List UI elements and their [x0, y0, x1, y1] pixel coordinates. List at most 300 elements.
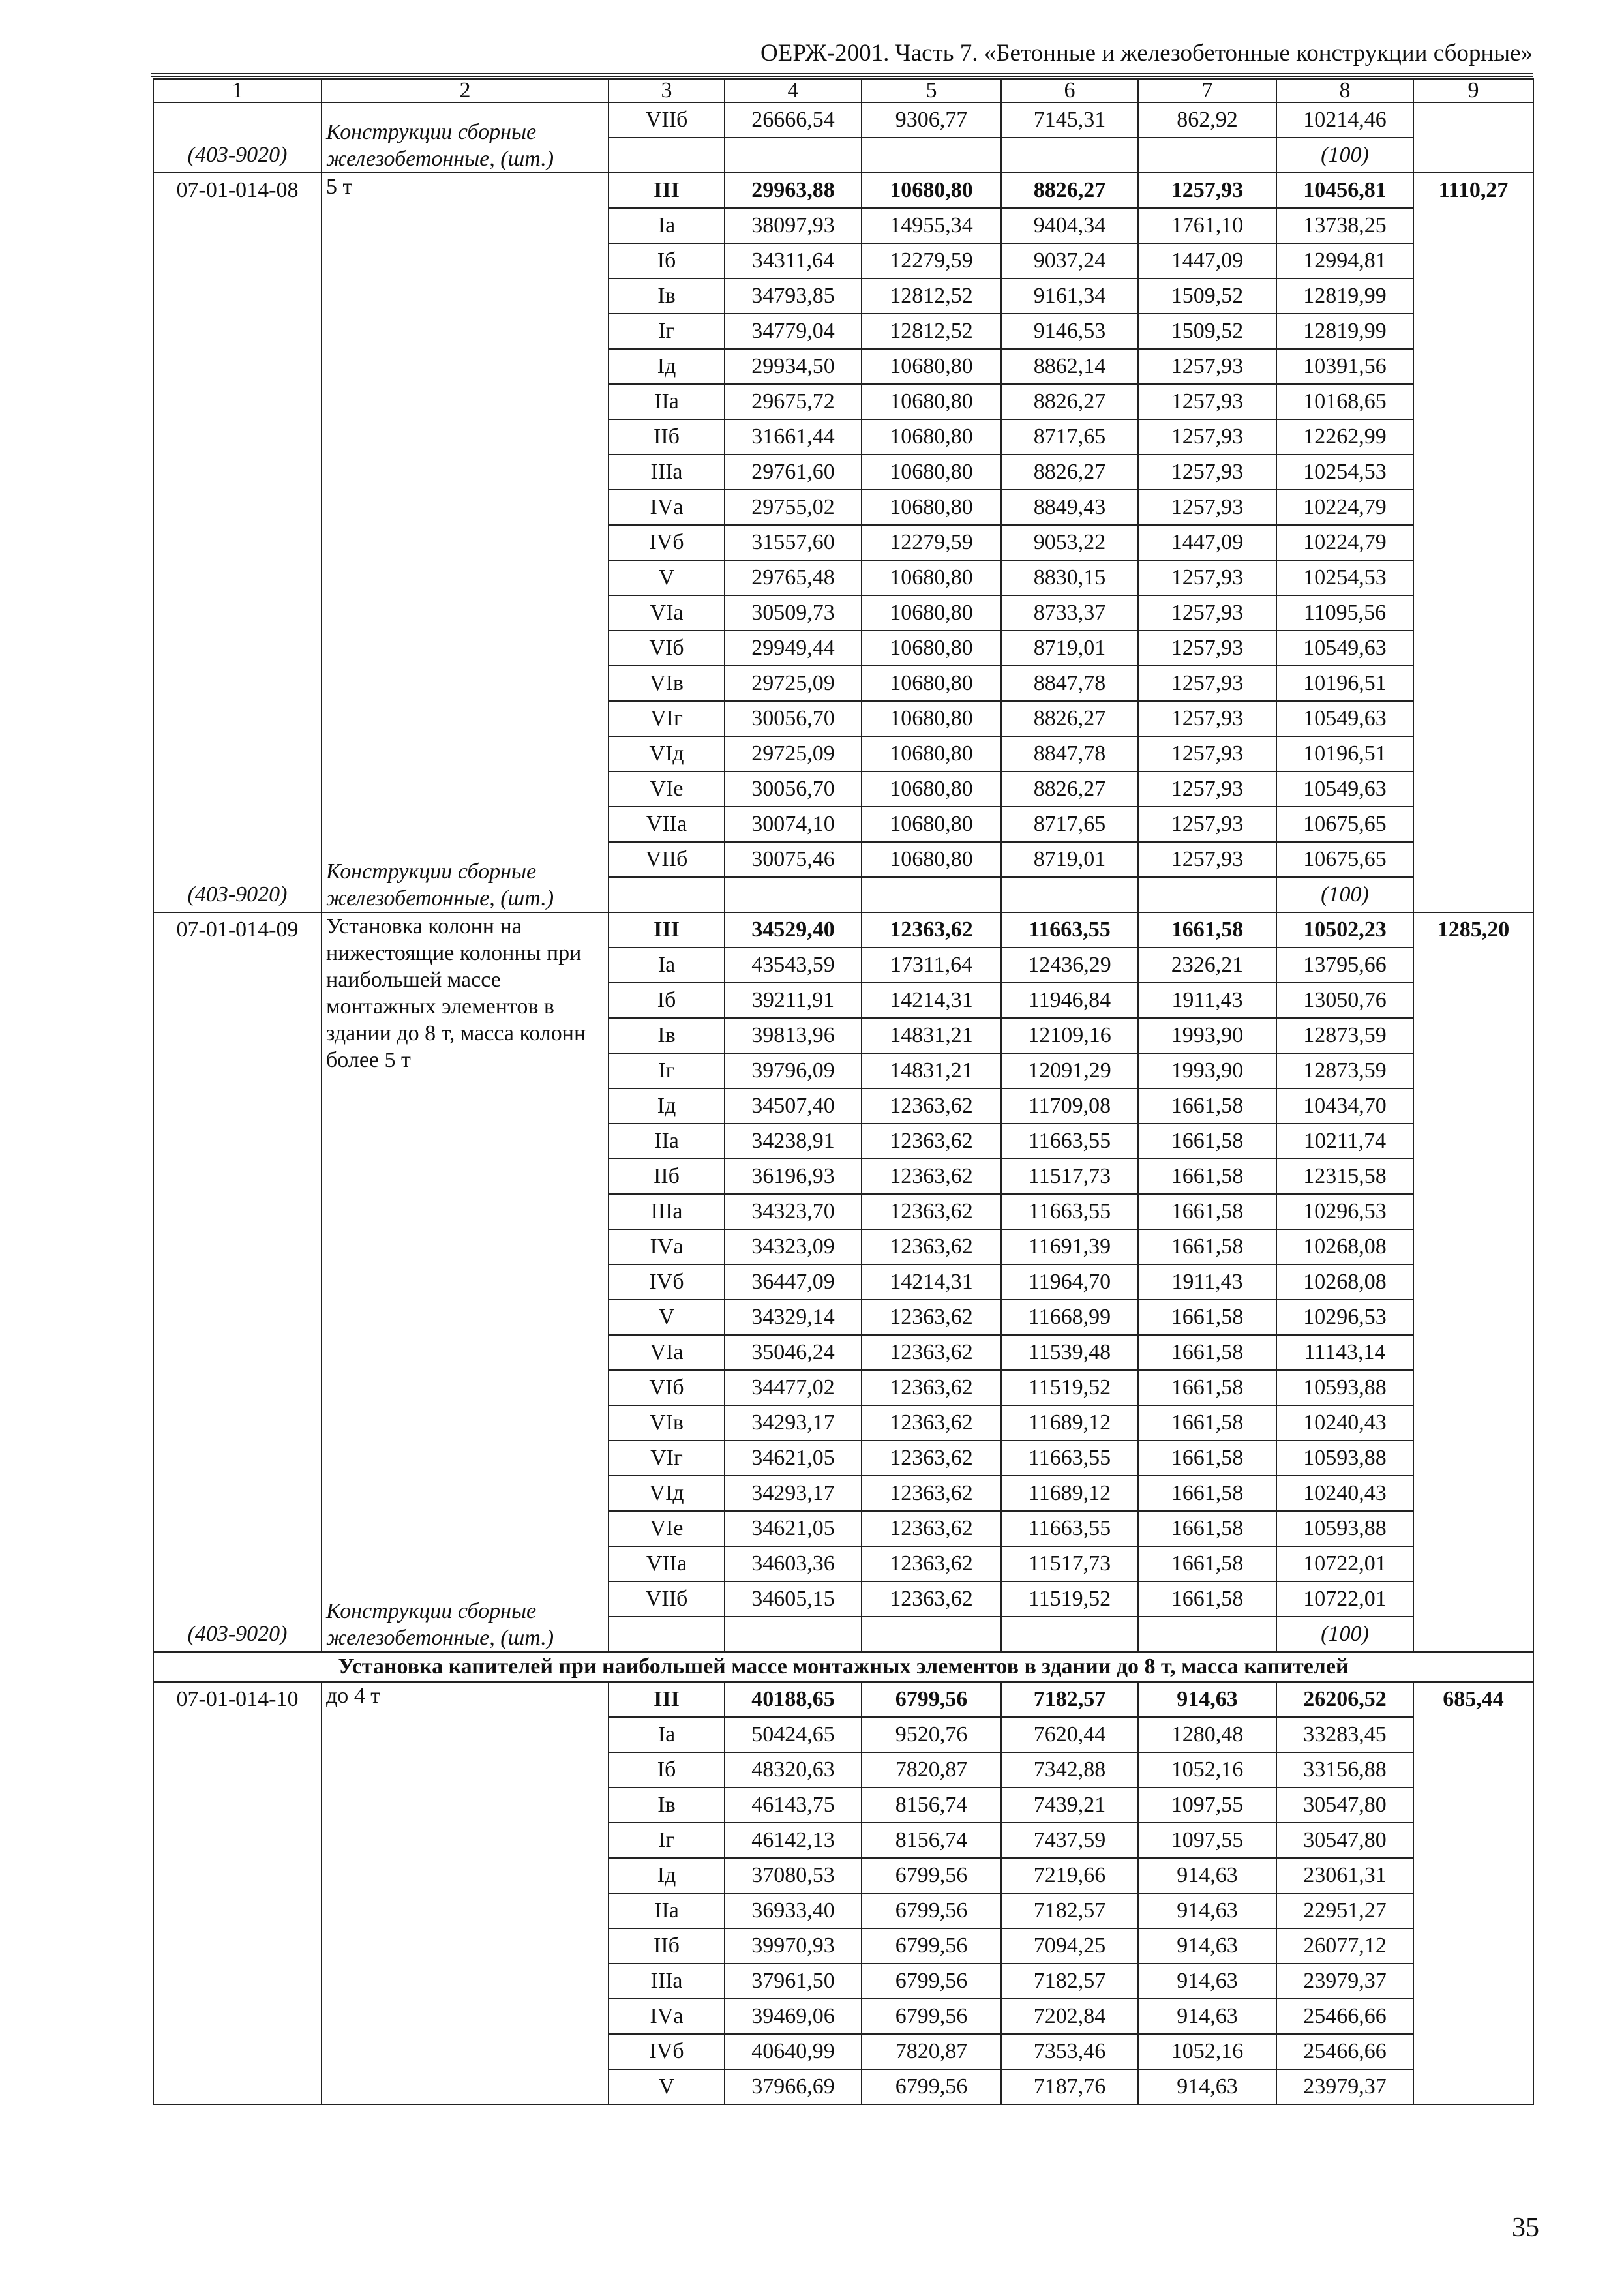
item-description: до 4 т [326, 1684, 381, 1708]
column-number: 7 [1138, 79, 1276, 102]
value-cell: 6799,56 [862, 2069, 1001, 2104]
empty-cell [725, 1617, 862, 1652]
value-cell: 8733,37 [1001, 595, 1138, 631]
value-cell: 40640,99 [725, 2034, 862, 2069]
value-cell: 6799,56 [862, 1964, 1001, 1999]
value-cell: VIг [609, 1441, 725, 1476]
value-cell: 10224,79 [1276, 525, 1413, 560]
value-cell: 12994,81 [1276, 243, 1413, 278]
value-cell: 34311,64 [725, 243, 862, 278]
value-cell: 9404,34 [1001, 208, 1138, 243]
value-cell: 34329,14 [725, 1300, 862, 1335]
value-cell: 37080,53 [725, 1858, 862, 1893]
value-cell: VIв [609, 1405, 725, 1441]
value-cell: 12363,62 [862, 1476, 1001, 1511]
value-cell: 10680,80 [862, 701, 1001, 736]
value-cell: 39211,91 [725, 983, 862, 1018]
value-cell: 25466,66 [1276, 2034, 1413, 2069]
value-cell: 1257,93 [1138, 807, 1276, 842]
value-cell: IIб [609, 419, 725, 455]
value-cell: 26206,52 [1276, 1682, 1413, 1717]
empty-cell [609, 877, 725, 912]
value-cell: IIIа [609, 1194, 725, 1229]
value-cell: 11691,39 [1001, 1229, 1138, 1264]
value-cell: 7182,57 [1001, 1682, 1138, 1717]
value-cell: 10680,80 [862, 455, 1001, 490]
value-cell: 34477,02 [725, 1370, 862, 1405]
value-cell: 46142,13 [725, 1823, 862, 1858]
column-number: 8 [1276, 79, 1413, 102]
value-cell: 29755,02 [725, 490, 862, 525]
value-cell: 10675,65 [1276, 807, 1413, 842]
value-cell: 1661,58 [1138, 1229, 1276, 1264]
empty-cell [725, 138, 862, 173]
value-cell: 29949,44 [725, 631, 862, 666]
value-cell: VIIб [609, 1581, 725, 1617]
value-cell: 914,63 [1138, 2069, 1276, 2104]
value-cell: Iа [609, 208, 725, 243]
value-cell: 12363,62 [862, 1546, 1001, 1581]
value-cell: 10296,53 [1276, 1300, 1413, 1335]
column-number: 1 [153, 79, 322, 102]
empty-cell [153, 102, 322, 173]
value-cell: 30074,10 [725, 807, 862, 842]
value-cell: 26666,54 [725, 102, 862, 138]
code-cell-inner [154, 913, 321, 1651]
empty-cell [1001, 1617, 1138, 1652]
value-cell: IIб [609, 1159, 725, 1194]
column-number: 9 [1413, 79, 1533, 102]
value-cell: 10680,80 [862, 384, 1001, 419]
value-cell: 1661,58 [1138, 1088, 1276, 1124]
value-cell: 11946,84 [1001, 983, 1138, 1018]
value-cell: 34793,85 [725, 278, 862, 314]
value-cell: 12363,62 [862, 912, 1001, 948]
value-cell: 39970,93 [725, 1928, 862, 1964]
value-cell: 12363,62 [862, 1194, 1001, 1229]
value-cell: 7219,66 [1001, 1858, 1138, 1893]
value-cell: 1509,52 [1138, 278, 1276, 314]
value-cell: 8849,43 [1001, 490, 1138, 525]
description-inner [322, 1683, 608, 2104]
value-cell: 12315,58 [1276, 1159, 1413, 1194]
value-cell: 11663,55 [1001, 1194, 1138, 1229]
value-cell: 30056,70 [725, 771, 862, 807]
value-cell: 12091,29 [1001, 1053, 1138, 1088]
value-cell: 34621,05 [725, 1511, 862, 1546]
value-cell: 8826,27 [1001, 384, 1138, 419]
code-cell [153, 912, 322, 1652]
value-cell: 1993,90 [1138, 1018, 1276, 1053]
value-cell: V [609, 2069, 725, 2104]
value-cell: Iб [609, 1752, 725, 1788]
empty-cell [1138, 877, 1276, 912]
empty-cell [1001, 877, 1138, 912]
value-cell: 9161,34 [1001, 278, 1138, 314]
value-cell: IVа [609, 490, 725, 525]
value-cell: 23979,37 [1276, 2069, 1413, 2104]
value-cell: 33283,45 [1276, 1717, 1413, 1752]
value-cell: IIа [609, 1124, 725, 1159]
value-cell: 37966,69 [725, 2069, 862, 2104]
value-cell: 12363,62 [862, 1581, 1001, 1617]
value-cell: 1257,93 [1138, 455, 1276, 490]
value-cell: 1761,10 [1138, 208, 1276, 243]
empty-cell [322, 102, 609, 173]
value-cell: 38097,93 [725, 208, 862, 243]
value-cell: 1661,58 [1138, 1159, 1276, 1194]
item-code: 07-01-014-09 [176, 918, 299, 942]
value-cell: 34323,09 [725, 1229, 862, 1264]
value-cell: 40188,65 [725, 1682, 862, 1717]
value-cell: VIд [609, 1476, 725, 1511]
column-number: 6 [1001, 79, 1138, 102]
value-cell: 7342,88 [1001, 1752, 1138, 1788]
value-cell: 31557,60 [725, 525, 862, 560]
value-cell: 34293,17 [725, 1476, 862, 1511]
value-cell: 30547,80 [1276, 1788, 1413, 1823]
value-cell: 10593,88 [1276, 1370, 1413, 1405]
value-cell: 10680,80 [862, 595, 1001, 631]
value-cell: VIIб [609, 102, 725, 138]
table-row [153, 173, 1533, 208]
code-cell [153, 173, 322, 912]
item-code: 07-01-014-08 [176, 178, 299, 202]
value-cell: Iв [609, 278, 725, 314]
value-cell: 25466,66 [1276, 1999, 1413, 2034]
value-cell: 7094,25 [1001, 1928, 1138, 1964]
value-cell: VIIа [609, 807, 725, 842]
value-cell: 1257,93 [1138, 419, 1276, 455]
value-cell: 23061,31 [1276, 1858, 1413, 1893]
value-cell: 10224,79 [1276, 490, 1413, 525]
value-cell: 10434,70 [1276, 1088, 1413, 1124]
value-cell: 29765,48 [725, 560, 862, 595]
value-cell: Iд [609, 1858, 725, 1893]
col9-cell: 1110,27 [1413, 173, 1533, 912]
value-cell: 914,63 [1138, 1964, 1276, 1999]
empty-cell [1413, 102, 1533, 173]
value-cell: 10680,80 [862, 419, 1001, 455]
col9-cell: 685,44 [1413, 1682, 1533, 2104]
value-cell: 6799,56 [862, 1999, 1001, 2034]
value-cell: 13050,76 [1276, 983, 1413, 1018]
value-cell: 10722,01 [1276, 1546, 1413, 1581]
value-cell: 7202,84 [1001, 1999, 1138, 2034]
value-cell: III [609, 173, 725, 208]
value-cell: 10254,53 [1276, 455, 1413, 490]
code-cell [153, 1682, 322, 2104]
value-cell: 9053,22 [1001, 525, 1138, 560]
value-cell: 12873,59 [1276, 1053, 1413, 1088]
code-cell-inner [154, 1683, 321, 2104]
value-cell: Iа [609, 948, 725, 983]
value-cell: 12279,59 [862, 243, 1001, 278]
value-cell: Iа [609, 1717, 725, 1752]
value-cell: 33156,88 [1276, 1752, 1413, 1788]
value-cell: 10296,53 [1276, 1194, 1413, 1229]
value-cell: 12109,16 [1001, 1018, 1138, 1053]
value-cell: 10268,08 [1276, 1264, 1413, 1300]
value-cell: IVб [609, 1264, 725, 1300]
value-cell: 10549,63 [1276, 701, 1413, 736]
value-cell: 11663,55 [1001, 1124, 1138, 1159]
value-cell: 30075,46 [725, 842, 862, 877]
value-cell: 1911,43 [1138, 983, 1276, 1018]
value-cell: 1509,52 [1138, 314, 1276, 349]
value-cell: IIа [609, 1893, 725, 1928]
value-cell: 12873,59 [1276, 1018, 1413, 1053]
value-cell: Iв [609, 1788, 725, 1823]
value-cell: 1447,09 [1138, 525, 1276, 560]
value-cell: 13738,25 [1276, 208, 1413, 243]
footnote-quantity: (100) [1276, 877, 1413, 912]
value-cell: 10549,63 [1276, 771, 1413, 807]
value-cell: 11709,08 [1001, 1088, 1138, 1124]
value-cell: 11095,56 [1276, 595, 1413, 631]
value-cell: 39813,96 [725, 1018, 862, 1053]
value-cell: 10196,51 [1276, 666, 1413, 701]
item-description: Установка колонн на нижестоящие колонны при наибольшей массе монтажных элементов в здании до 8 т, масса колонн более 5 т [326, 914, 586, 1072]
value-cell: VIд [609, 736, 725, 771]
value-cell: 1257,93 [1138, 490, 1276, 525]
value-cell: 1257,93 [1138, 701, 1276, 736]
value-cell: 12363,62 [862, 1405, 1001, 1441]
value-cell: Iд [609, 1088, 725, 1124]
header-rule-thin [151, 76, 1533, 77]
value-cell: 8826,27 [1001, 173, 1138, 208]
value-cell: 17311,64 [862, 948, 1001, 983]
value-cell: 12819,99 [1276, 278, 1413, 314]
value-cell: 1661,58 [1138, 1194, 1276, 1229]
value-cell: 7182,57 [1001, 1893, 1138, 1928]
value-cell: 10268,08 [1276, 1229, 1413, 1264]
value-cell: 1257,93 [1138, 173, 1276, 208]
value-cell: 1257,93 [1138, 666, 1276, 701]
value-cell: 12812,52 [862, 314, 1001, 349]
value-cell: 9306,77 [862, 102, 1001, 138]
column-number: 4 [725, 79, 862, 102]
empty-cell [1138, 1617, 1276, 1652]
value-cell: 7187,76 [1001, 2069, 1138, 2104]
value-cell: 14831,21 [862, 1018, 1001, 1053]
value-cell: 29934,50 [725, 349, 862, 384]
description-cell [322, 912, 609, 1652]
item-code: 07-01-014-10 [176, 1687, 299, 1711]
value-cell: 10680,80 [862, 666, 1001, 701]
value-cell: 1257,93 [1138, 771, 1276, 807]
value-cell: 34507,40 [725, 1088, 862, 1124]
value-cell: 12363,62 [862, 1441, 1001, 1476]
value-cell: 29761,60 [725, 455, 862, 490]
value-cell: 1661,58 [1138, 1370, 1276, 1405]
value-cell: 36447,09 [725, 1264, 862, 1300]
value-cell: 11517,73 [1001, 1546, 1138, 1581]
value-cell: 1661,58 [1138, 1581, 1276, 1617]
value-cell: Iд [609, 349, 725, 384]
value-cell: 10680,80 [862, 631, 1001, 666]
page-header-title: ОЕРЖ-2001. Часть 7. «Бетонные и железобетонные конструкции сборные» [760, 40, 1533, 67]
value-cell: VIв [609, 666, 725, 701]
value-cell: 10675,65 [1276, 842, 1413, 877]
value-cell: 34293,17 [725, 1405, 862, 1441]
value-cell: 34603,36 [725, 1546, 862, 1581]
value-cell: 914,63 [1138, 1893, 1276, 1928]
table-row [153, 102, 1533, 138]
value-cell: 12363,62 [862, 1370, 1001, 1405]
value-cell: 862,92 [1138, 102, 1276, 138]
value-cell: 39469,06 [725, 1999, 862, 2034]
value-cell: 1052,16 [1138, 2034, 1276, 2069]
value-cell: 1911,43 [1138, 1264, 1276, 1300]
column-number: 3 [609, 79, 725, 102]
value-cell: 914,63 [1138, 1999, 1276, 2034]
section-row [153, 1652, 1533, 1682]
value-cell: 1661,58 [1138, 1300, 1276, 1335]
value-cell: V [609, 1300, 725, 1335]
value-cell: 914,63 [1138, 1928, 1276, 1964]
value-cell: 12363,62 [862, 1300, 1001, 1335]
value-cell: 12363,62 [862, 1088, 1001, 1124]
value-cell: 10680,80 [862, 842, 1001, 877]
value-cell: V [609, 560, 725, 595]
value-cell: 9146,53 [1001, 314, 1138, 349]
section-title: Установка капителей при наибольшей массе монтажных элементов в здании до 8 т, масса капителей [153, 1652, 1533, 1682]
value-cell: 8156,74 [862, 1788, 1001, 1823]
value-cell: 1993,90 [1138, 1053, 1276, 1088]
value-cell: 10722,01 [1276, 1581, 1413, 1617]
value-cell: 11663,55 [1001, 912, 1138, 948]
description-inner [322, 913, 608, 1651]
value-cell: 1447,09 [1138, 243, 1276, 278]
value-cell: 22951,27 [1276, 1893, 1413, 1928]
value-cell: 1661,58 [1138, 1405, 1276, 1441]
value-cell: 34605,15 [725, 1581, 862, 1617]
value-cell: 8719,01 [1001, 631, 1138, 666]
value-cell: 14831,21 [862, 1053, 1001, 1088]
value-cell: 1280,48 [1138, 1717, 1276, 1752]
value-cell: 10502,23 [1276, 912, 1413, 948]
value-cell: 43543,59 [725, 948, 862, 983]
value-cell: IVб [609, 2034, 725, 2069]
value-cell: 10549,63 [1276, 631, 1413, 666]
value-cell: 10254,53 [1276, 560, 1413, 595]
value-cell: 36933,40 [725, 1893, 862, 1928]
code-cell-inner [154, 173, 321, 912]
value-cell: 8826,27 [1001, 771, 1138, 807]
value-cell: 12436,29 [1001, 948, 1138, 983]
value-cell: 11689,12 [1001, 1476, 1138, 1511]
value-cell: 29725,09 [725, 736, 862, 771]
value-cell: 14214,31 [862, 983, 1001, 1018]
value-cell: 1257,93 [1138, 560, 1276, 595]
value-cell: 10593,88 [1276, 1441, 1413, 1476]
value-cell: 8719,01 [1001, 842, 1138, 877]
value-cell: 12363,62 [862, 1335, 1001, 1370]
value-cell: IIб [609, 1928, 725, 1964]
value-cell: Iг [609, 1823, 725, 1858]
value-cell: 11143,14 [1276, 1335, 1413, 1370]
footnote-code: (403-9020) [187, 882, 288, 906]
value-cell: 1661,58 [1138, 1476, 1276, 1511]
footnote-quantity: (100) [1276, 1617, 1413, 1652]
value-cell: 10680,80 [862, 560, 1001, 595]
empty-cell [609, 138, 725, 173]
value-cell: 46143,75 [725, 1788, 862, 1823]
value-cell: 10240,43 [1276, 1405, 1413, 1441]
value-cell: 8862,14 [1001, 349, 1138, 384]
value-cell: 10168,65 [1276, 384, 1413, 419]
value-cell: 7437,59 [1001, 1823, 1138, 1858]
value-cell: 12363,62 [862, 1229, 1001, 1264]
value-cell: 30509,73 [725, 595, 862, 631]
value-cell: 12812,52 [862, 278, 1001, 314]
value-cell: 31661,44 [725, 419, 862, 455]
description-cell [322, 1682, 609, 2104]
value-cell: 1052,16 [1138, 1752, 1276, 1788]
value-cell: 1257,93 [1138, 595, 1276, 631]
empty-cell [1001, 138, 1138, 173]
column-number-row [153, 79, 1533, 102]
value-cell: 8847,78 [1001, 736, 1138, 771]
value-cell: 26077,12 [1276, 1928, 1413, 1964]
value-cell: 7353,46 [1001, 2034, 1138, 2069]
value-cell: IIа [609, 384, 725, 419]
value-cell: 914,63 [1138, 1682, 1276, 1717]
value-cell: 34621,05 [725, 1441, 862, 1476]
value-cell: 14955,34 [862, 208, 1001, 243]
value-cell: 2326,21 [1138, 948, 1276, 983]
value-cell: VIг [609, 701, 725, 736]
value-cell: 50424,65 [725, 1717, 862, 1752]
value-cell: 1257,93 [1138, 736, 1276, 771]
value-cell: 8717,65 [1001, 419, 1138, 455]
value-cell: 7820,87 [862, 2034, 1001, 2069]
value-cell: 12363,62 [862, 1159, 1001, 1194]
value-cell: 29675,72 [725, 384, 862, 419]
value-cell: 1257,93 [1138, 349, 1276, 384]
value-cell: 11668,99 [1001, 1300, 1138, 1335]
value-cell: IVа [609, 1229, 725, 1264]
value-cell: VIа [609, 1335, 725, 1370]
value-cell: VIб [609, 1370, 725, 1405]
value-cell: 30547,80 [1276, 1823, 1413, 1858]
value-cell: 10196,51 [1276, 736, 1413, 771]
value-cell: 11964,70 [1001, 1264, 1138, 1300]
value-cell: 36196,93 [725, 1159, 862, 1194]
value-cell: 8826,27 [1001, 455, 1138, 490]
footnote-description: Конструкции сборные железобетонные, (шт.) [326, 860, 554, 910]
value-cell: 9037,24 [1001, 243, 1138, 278]
value-cell: 10456,81 [1276, 173, 1413, 208]
table-row [153, 912, 1533, 948]
value-cell: 12819,99 [1276, 314, 1413, 349]
value-cell: 10680,80 [862, 173, 1001, 208]
value-cell: 10680,80 [862, 736, 1001, 771]
value-cell: 11539,48 [1001, 1335, 1138, 1370]
value-cell: 1661,58 [1138, 1441, 1276, 1476]
value-cell: IVа [609, 1999, 725, 2034]
value-cell: 12363,62 [862, 1124, 1001, 1159]
value-cell: Iг [609, 314, 725, 349]
value-cell: 10680,80 [862, 349, 1001, 384]
table-row [153, 1682, 1533, 1717]
value-cell: 10214,46 [1276, 102, 1413, 138]
value-cell: 1661,58 [1138, 1511, 1276, 1546]
value-cell: Iб [609, 243, 725, 278]
value-cell: 7820,87 [862, 1752, 1001, 1788]
value-cell: 12363,62 [862, 1511, 1001, 1546]
